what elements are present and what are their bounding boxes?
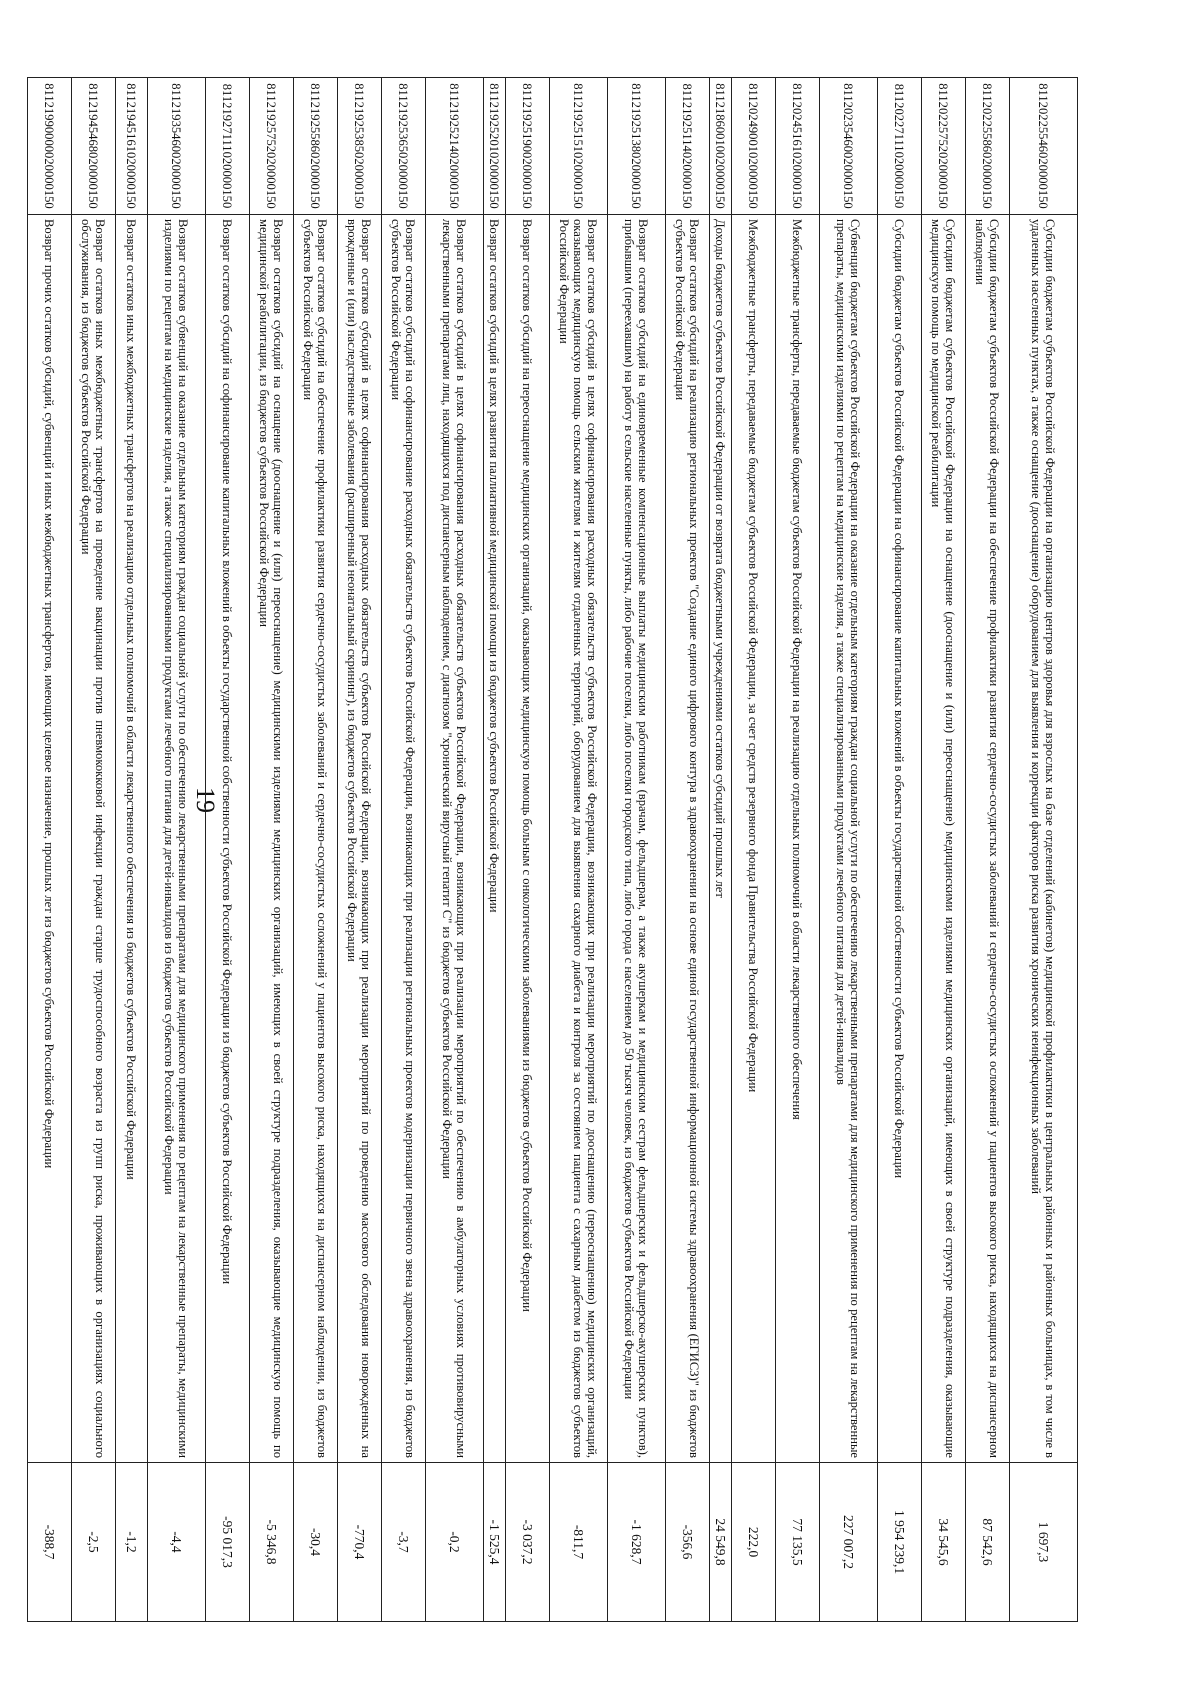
table-row: [666, 78, 710, 1622]
table-cell-code: 81120225546020000150: [1010, 78, 1078, 215]
table-cell-code: 81121935460020000150: [148, 78, 206, 215]
table-cell-description: Субсидии бюджетам субъектов Российской Федерации на организацию центров здоровья для взрослых на базе отделений (кабинетов) медицинской профилактики в центральных районных и районных больницах, в том числе в удаленных населенных пунктах, а также оснащение (дооснащение) оборудованием для выявления и коррекции факторов риска развития хронических неинфекционных заболеваний: [1010, 215, 1078, 1463]
table-cell-description: Возврат прочих остатков субсидий, субвенций и иных межбюджетных трансфертов, имеющих целевое назначение, прошлых лет из бюджетов субъектов Российской Федерации: [28, 215, 72, 1463]
table-cell-code: 81121925214020000150: [426, 78, 484, 215]
table-cell-description: Межбюджетные трансферты, передаваемые бюджетам субъектов Российской Федерации, за счет средств резервного фонда Правительства Российской Федерации: [732, 215, 776, 1463]
table-row: [732, 78, 776, 1622]
table-cell-amount: -1 525,4: [484, 1463, 506, 1622]
table-row: [1010, 78, 1078, 1622]
table-cell-amount: 24 549,8: [710, 1463, 732, 1622]
table-row: [28, 78, 72, 1622]
table-cell-amount: 1 697,3: [1010, 1463, 1078, 1622]
table-row: [338, 78, 382, 1622]
table-row: [878, 78, 922, 1622]
table-cell-code: 81120225586020000150: [966, 78, 1010, 215]
table-cell-description: Субсидии бюджетам субъектов Российской Федерации на оснащение (дооснащение и (или) переоснащение) медицинскими изделиями медицинских организаций, имеющих в своей структуре подразделения, оказывающие медицинскую помощь по медицинской реабилитации: [922, 215, 966, 1463]
table-row: [966, 78, 1010, 1622]
table-cell-amount: -356,6: [666, 1463, 710, 1622]
table-cell-amount: 227 007,2: [820, 1463, 878, 1622]
table-cell-description: Возврат остатков субсидий на софинансирование капитальных вложений в объекты государственной собственности субъектов Российской Федерации из бюджетов субъектов Российской Федерации: [206, 215, 250, 1463]
table-cell-description: Субсидии бюджетам субъектов Российской Федерации на софинансирование капитальных вложений в объекты государственной собственности субъектов Российской Федерации: [878, 215, 922, 1463]
table-row: [550, 78, 608, 1622]
table-cell-amount: 34 545,6: [922, 1463, 966, 1622]
rotated-table-area: [42, 77, 1078, 1622]
table-cell-amount: 1 954 239,1: [878, 1463, 922, 1622]
table-cell-code: 81120227111020000150: [878, 78, 922, 215]
table-row: [608, 78, 666, 1622]
table-cell-description: Возврат остатков субсидий на единовременные компенсационные выплаты медицинским работникам (врачам, фельдшерам, а также акушеркам и медицинским сестрам фельдшерских и фельдшерско-акушерских пунктов), прибывшим (переехавшим) на работу в сельские населенные пункты, либо рабочие поселки, либо поселки городского типа, либо города с населением до 50 тысяч человек, из бюджетов субъектов Российской Федерации: [608, 215, 666, 1463]
table-cell-code: 81121925201020000150: [484, 78, 506, 215]
table-cell-description: Возврат остатков субсидий на софинансирование расходных обязательств субъектов Российской Федерации, возникающих при реализации региональных проектов модернизации первичного звена здравоохранения, из бюджетов субъектов Российской Федерации: [382, 215, 426, 1463]
budget-table: [27, 77, 1078, 1622]
table-cell-amount: -1,2: [116, 1463, 148, 1622]
table-cell-description: Возврат остатков иных межбюджетных трансфертов на проведение вакцинации против пневмококковой инфекции граждан старше трудоспособного возраста из групп риска, проживающих в организациях социального обслуживания, из бюджетов субъектов Российской Федерации: [72, 215, 116, 1463]
table-cell-code: 81121925752020000150: [250, 78, 294, 215]
table-cell-code: 81121927111020000150: [206, 78, 250, 215]
table-row: [922, 78, 966, 1622]
table-body: [28, 78, 1078, 1622]
table-row: [484, 78, 506, 1622]
table-cell-description: Субвенции бюджетам субъектов Российской Федерации на оказание отдельным категориям граждан социальной услуги по обеспечению лекарственными препаратами для медицинского применения по рецептам на лекарственные препараты, медицинскими изделиями по рецептам на медицинские изделия, а также специализированными продуктами лечебного питания для детей-инвалидов: [820, 215, 878, 1463]
table-cell-code: 81121860010020000150: [710, 78, 732, 215]
table-cell-code: 81121945161020000150: [116, 78, 148, 215]
table-cell-code: 81120249001020000150: [732, 78, 776, 215]
table-cell-code: 81121925151020000150: [550, 78, 608, 215]
table-cell-code: 81121945468020000150: [72, 78, 116, 215]
table-cell-amount: -388,7: [28, 1463, 72, 1622]
table-cell-amount: -5 346,8: [250, 1463, 294, 1622]
page-number: 19: [191, 787, 220, 813]
table-cell-code: 81121925190020000150: [506, 78, 550, 215]
table-cell-code: 81121925586020000150: [294, 78, 338, 215]
table-row: [382, 78, 426, 1622]
table-cell-amount: 77 135,5: [776, 1463, 820, 1622]
table-row: [506, 78, 550, 1622]
table-cell-code: 81121925385020000150: [338, 78, 382, 215]
table-cell-code: 81121925365020000150: [382, 78, 426, 215]
table-cell-code: 81120225752020000150: [922, 78, 966, 215]
table-cell-amount: 222,0: [732, 1463, 776, 1622]
table-cell-description: Возврат остатков субсидий в целях софинансирования расходных обязательств субъектов Российской Федерации, возникающих при реализации мероприятий по обеспечению в амбулаторных условиях противовирусными лекарственными препаратами лиц, находящихся под диспансерным наблюдением, с диагнозом "хронический вирусный гепатит C" из бюджетов субъектов Российской Федерации: [426, 215, 484, 1463]
table-row: [250, 78, 294, 1622]
table-cell-amount: -30,4: [294, 1463, 338, 1622]
table-cell-amount: -95 017,3: [206, 1463, 250, 1622]
table-cell-description: Возврат остатков субвенций на оказание отдельным категориям граждан социальной услуги по обеспечению лекарственными препаратами для медицинского применения по рецептам на лекарственные препараты, медицинскими изделиями по рецептам на медицинские изделия, а также специализированными продуктами лечебного питания для детей-инвалидов из бюджетов субъектов Российской Федерации: [148, 215, 206, 1463]
table-cell-amount: -1 628,7: [608, 1463, 666, 1622]
table-row: [820, 78, 878, 1622]
table-cell-description: Субсидии бюджетам субъектов Российской Федерации на обеспечение профилактики развития сердечно-сосудистых заболеваний и сердечно-сосудистых осложнений у пациентов высокого риска, находящихся на диспансерном наблюдении: [966, 215, 1010, 1463]
table-cell-amount: -2,5: [72, 1463, 116, 1622]
table-row: [116, 78, 148, 1622]
table-row: [148, 78, 206, 1622]
table-cell-amount: -0,2: [426, 1463, 484, 1622]
table-row: [710, 78, 732, 1622]
table-cell-amount: -811,7: [550, 1463, 608, 1622]
table-cell-amount: -4,4: [148, 1463, 206, 1622]
table-cell-amount: -770,4: [338, 1463, 382, 1622]
table-row: [776, 78, 820, 1622]
table-cell-amount: -3,7: [382, 1463, 426, 1622]
table-row: [426, 78, 484, 1622]
table-cell-description: Межбюджетные трансферты, передаваемые бюджетам субъектов Российской Федерации на реализацию отдельных полномочий в области лекарственного обеспечения: [776, 215, 820, 1463]
table-row: [294, 78, 338, 1622]
table-cell-description: Возврат остатков субсидий на переоснащение медицинских организаций, оказывающих медицинскую помощь больным с онкологическими заболеваниями из бюджетов субъектов Российской Федерации: [506, 215, 550, 1463]
table-cell-amount: 87 542,6: [966, 1463, 1010, 1622]
table-cell-amount: -3 037,2: [506, 1463, 550, 1622]
table-cell-description: Возврат остатков субсидий в целях софинансирования расходных обязательств субъектов Российской Федерации, возникающих при реализации мероприятий по дооснащению (переоснащению) медицинских организаций, оказывающих медицинскую помощь сельским жителям и жителям отдаленных территорий, оборудованием для выявления сахарного диабета и контроля за состоянием пациента с сахарным диабетом из бюджетов субъектов Российской Федерации: [550, 215, 608, 1463]
table-cell-code: 81121925114020000150: [666, 78, 710, 215]
table-cell-description: Возврат остатков субсидий в целях развития паллиативной медицинской помощи из бюджетов субъектов Российской Федерации: [484, 215, 506, 1463]
table-cell-code: 81121990000020000150: [28, 78, 72, 215]
table-cell-description: Возврат остатков субсидий в целях софинансирования расходных обязательств субъектов Российской Федерации, возникающих при реализации мероприятий по проведению массового обследования новорожденных на врожденные и (или) наследственные заболевания (расширенный неонатальный скрининг), из бюджетов субъектов Российской Федерации: [338, 215, 382, 1463]
table-row: [206, 78, 250, 1622]
table-cell-description: Возврат остатков субсидий на обеспечение профилактики развития сердечно-сосудистых заболеваний и сердечно-сосудистых осложнений у пациентов высокого риска, находящихся на диспансерном наблюдении, из бюджетов субъектов Российской Федерации: [294, 215, 338, 1463]
table-cell-code: 81120235460020000150: [820, 78, 878, 215]
table-cell-description: Возврат остатков субсидий на реализацию региональных проектов "Создание единого цифрового контура в здравоохранении на основе единой государственной информационной системы здравоохранения (ЕГИСЗ)" из бюджетов субъектов Российской Федерации: [666, 215, 710, 1463]
table-cell-description: Возврат остатков иных межбюджетных трансфертов на реализацию отдельных полномочий в области лекарственного обеспечения из бюджетов субъектов Российской Федерации: [116, 215, 148, 1463]
table-cell-description: Доходы бюджетов субъектов Российской Федерации от возврата бюджетными учреждениями остатков субсидий прошлых лет: [710, 215, 732, 1463]
table-row: [72, 78, 116, 1622]
table-cell-code: 81120245161020000150: [776, 78, 820, 215]
table-cell-code: 81121925138020000150: [608, 78, 666, 215]
rotated-content: [42, 77, 1078, 1622]
table-cell-description: Возврат остатков субсидий на оснащение (дооснащение и (или) переоснащение) медицинскими изделиями медицинских организаций, имеющих в своей структуре подразделения, оказывающие медицинскую помощь по медицинской реабилитации, из бюджетов субъектов Российской Федерации: [250, 215, 294, 1463]
